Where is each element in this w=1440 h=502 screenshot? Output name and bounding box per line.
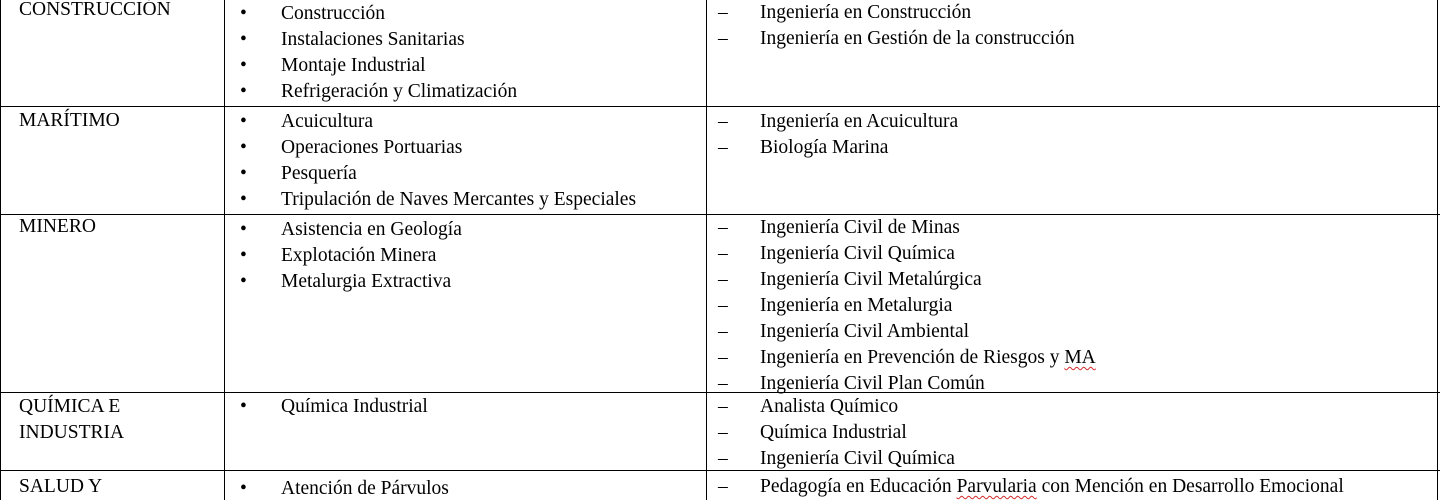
sector-label: CONSTRUCCIÓN [19,0,171,20]
bullet-icon: • [240,55,247,76]
sector-cell [19,214,96,240]
bullet-icon: • [240,137,247,158]
document-table: CONSTRUCCIÓN • Construcción • Instalaciones Sanitarias • Montaje Industrial • Refrigeración y Climatización – Ingeniería en Construcción – Ingeniería en Gestión de la construcción MARÍTIMO • Acuicultura • Operaciones Portuarias • Pesquería • Tripulación de Naves Mercantes y Especiales – Ingeniería en Acuicultura – Biología Marina MINERO • Asistencia en Geología • Explotación Minera • Metalurgia Extractiva – Ingeniería Civil de Minas – Ingeniería Civil Química – Ingeniería Civil Metalúrgica – Ingeniería en Metalurgia – Ingeniería Civil Ambiental – Ingeniería en Prevención de Riesgos y MA – Ingeniería Civil Plan Común QUÍMICA E INDUSTRIA • Química Industrial – Analista Químico – Química Industrial – Ingeniería Civil Química SALUD Y • Atención de Párvulos – Pedagogía en Educación Parvularia con Mención en Desarrollo Emocional [0,0,1440,500]
bullet-icon: • [240,163,247,184]
dash-icon: – [718,373,728,394]
sector-cell [19,108,120,134]
spellcheck-mark: MA [1064,347,1096,368]
bullet-icon: • [240,396,247,417]
sector-cell [19,0,171,23]
sector-label: QUÍMICA E [19,396,121,417]
bullet-icon: • [240,111,247,132]
dash-icon: – [718,111,728,132]
sector-cell [19,394,124,446]
bullet-icon: • [240,81,247,102]
dash-icon: – [718,476,728,497]
bullet-icon: • [240,219,247,240]
dash-icon: – [718,347,728,368]
dash-icon: – [718,295,728,316]
sector-label: MARÍTIMO [19,110,120,131]
dash-icon: – [718,243,728,264]
table-divider-1 [224,0,225,500]
sector-cell [19,474,102,500]
bullet-icon: • [240,189,247,210]
row-separator [0,106,1440,107]
dash-icon: – [718,396,728,417]
bullet-icon: • [240,478,247,499]
sector-label: INDUSTRIA [19,422,125,443]
sector-label: SALUD Y [19,476,103,497]
table-border-right [1437,0,1438,500]
dash-icon: – [718,422,728,443]
bullet-icon: • [240,29,247,50]
spellcheck-text: Ingeniería en Prevención de Riesgos y MA [760,347,1096,368]
dash-icon: – [718,137,728,158]
table-border-left [0,0,1,500]
spellcheck-mark: Parvularia [956,476,1037,497]
dash-icon: – [718,269,728,290]
dash-icon: – [718,321,728,342]
dash-icon: – [718,28,728,49]
sector-label: MINERO [19,216,96,237]
bullet-icon: • [240,3,247,24]
bullet-icon: • [240,245,247,266]
bullet-icon: • [240,271,247,292]
dash-icon: – [718,2,728,23]
dash-icon: – [718,448,728,469]
table-divider-2 [706,0,707,500]
dash-icon: – [718,217,728,238]
